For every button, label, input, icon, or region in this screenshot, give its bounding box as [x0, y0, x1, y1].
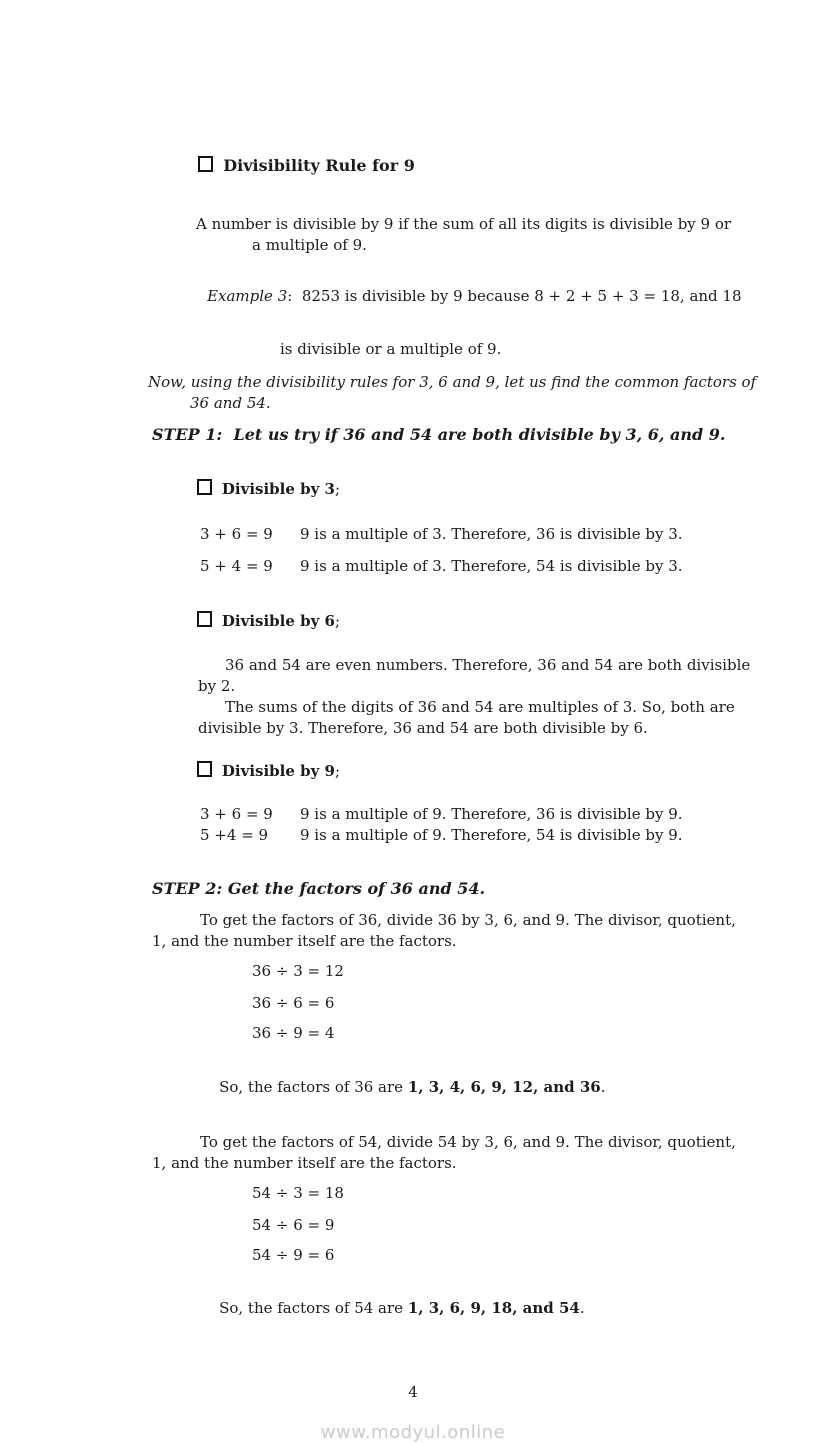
factors36-equation-3: 36 ÷ 9 = 4: [252, 1024, 335, 1042]
factors54-result: [200, 1277, 826, 1340]
step2-heading: STEP 2: Get the factors of 36 and 54.: [152, 879, 486, 898]
factors54-intro-line2: 1, and the number itself are the factors.: [152, 1154, 457, 1172]
example3-label: Example 3: [207, 287, 288, 305]
factors36-result: [200, 1056, 826, 1119]
factors36-equation-2: 36 ÷ 6 = 6: [252, 994, 335, 1012]
checkbox-icon: [197, 611, 212, 627]
div3-row-1: [200, 524, 826, 545]
div3-row-2: [200, 556, 826, 577]
checkbox-icon: [197, 761, 212, 777]
divisible-by-3-title: Divisible by 3: [221, 480, 335, 498]
divisible-by-6-heading: [176, 589, 826, 653]
div9-row-2: [200, 825, 826, 846]
checkbox-icon: [197, 479, 212, 495]
rule9-heading-text: Divisibility Rule for 9: [223, 156, 415, 175]
factors54-result-list: 1, 3, 6, 9, 18, and 54: [407, 1299, 580, 1317]
divisible-by-9-title: Divisible by 9: [221, 762, 335, 780]
div9-equation-1: 3 + 6 = 9: [200, 805, 273, 823]
factors36-equation-1: 36 ÷ 3 = 12: [252, 962, 344, 980]
factors36-intro-line2: 1, and the number itself are the factors.: [152, 932, 457, 950]
example3-line2: is divisible or a multiple of 9.: [280, 340, 502, 358]
intro-line1: Now, using the divisibility rules for 3, 6 and 9, let us find the common factors of: [148, 373, 757, 391]
div9-row-1: [200, 804, 826, 825]
div9-explanation-2: 9 is a multiple of 9. Therefore, 54 is divisible by 9.: [300, 826, 683, 844]
divisible-by-9-tail: ;: [334, 762, 341, 780]
factors36-result-prefix: So, the factors of 36 are: [219, 1078, 408, 1096]
document-page: [0, 134, 826, 1443]
factors54-equation-3: 54 ÷ 9 = 6: [252, 1246, 335, 1264]
factors36-intro-line1: To get the factors of 36, divide 36 by 3, 6, and 9. The divisor, quotient,: [200, 911, 736, 929]
div3-explanation-1: 9 is a multiple of 3. Therefore, 36 is divisible by 3.: [300, 525, 683, 543]
div3-equation-2: 5 + 4 = 9: [200, 557, 273, 575]
checkbox-icon: [198, 156, 213, 172]
divisible-by-3-heading: [176, 457, 826, 521]
div6-para1-line1: 36 and 54 are even numbers. Therefore, 36 and 54 are both divisible: [225, 656, 751, 674]
step1-heading: STEP 1: Let us try if 36 and 54 are both divisible by 3, 6, and 9.: [152, 425, 726, 444]
factors36-result-list: 1, 3, 4, 6, 9, 12, and 36: [407, 1078, 601, 1096]
div3-equation-1: 3 + 6 = 9: [200, 525, 273, 543]
div6-para1-line2: by 2.: [198, 677, 236, 695]
factors54-result-prefix: So, the factors of 54 are: [219, 1299, 408, 1317]
rule9-body-line2: a multiple of 9.: [252, 236, 367, 254]
div9-equation-2: 5 +4 = 9: [200, 826, 269, 844]
rule9-heading: [176, 134, 826, 197]
page-number: 4: [408, 1383, 418, 1401]
factors54-intro-line1: To get the factors of 54, divide 54 by 3, 6, and 9. The divisor, quotient,: [200, 1133, 736, 1151]
div3-explanation-2: 9 is a multiple of 3. Therefore, 54 is divisible by 3.: [300, 557, 683, 575]
example3-rest: : 8253 is divisible by 9 because 8 + 2 + 5 + 3 = 18, and 18: [287, 287, 742, 305]
divisible-by-9-heading: [176, 739, 826, 803]
watermark: www.modyul.online: [320, 1422, 506, 1443]
factors54-equation-2: 54 ÷ 6 = 9: [252, 1216, 335, 1234]
divisible-by-3-tail: ;: [334, 480, 341, 498]
factors36-result-suffix: .: [600, 1078, 606, 1096]
rule9-body-line1: A number is divisible by 9 if the sum of all its digits is divisible by 9 or: [196, 215, 732, 233]
example3-line1: [188, 265, 826, 328]
divisible-by-6-title: Divisible by 6: [221, 612, 335, 630]
factors54-equation-1: 54 ÷ 3 = 18: [252, 1184, 344, 1202]
div9-explanation-1: 9 is a multiple of 9. Therefore, 36 is divisible by 9.: [300, 805, 683, 823]
div6-para2-line1: The sums of the digits of 36 and 54 are multiples of 3. So, both are: [225, 698, 735, 716]
div6-para2-line2: divisible by 3. Therefore, 36 and 54 are both divisible by 6.: [198, 719, 648, 737]
factors54-result-suffix: .: [579, 1299, 585, 1317]
divisible-by-6-tail: ;: [334, 612, 341, 630]
intro-line2: 36 and 54.: [190, 394, 271, 412]
